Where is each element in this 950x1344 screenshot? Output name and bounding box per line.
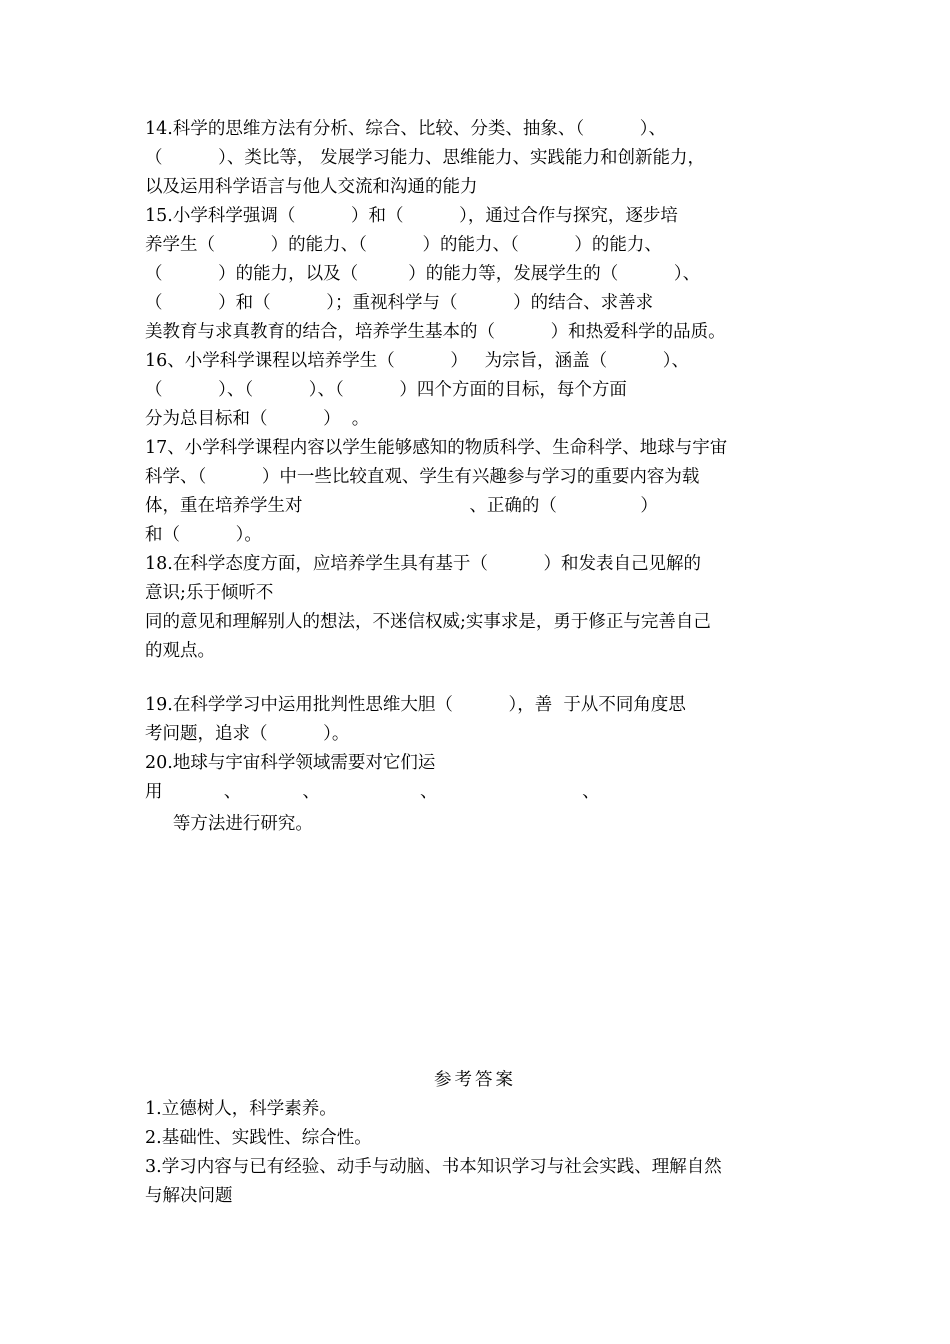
q20-line-1: 20.地球与宇宙科学领域需要对它们运 xyxy=(145,753,436,773)
q19-line-2: 考问题，追求（ ）。 xyxy=(145,724,350,744)
q14-line-3: 以及运用科学语言与他人交流和沟通的能力 xyxy=(145,177,478,197)
q15-line-5: 美教育与求真教育的结合，培养学生基本的（ ）和热爱科学的品质。 xyxy=(145,322,726,342)
answer-item-1: 1.立德树人，科学素养。 xyxy=(145,1099,337,1119)
q16-line-1: 16、小学科学课程以培养学生（ ） 为宗旨，涵盖（ ）、 xyxy=(145,351,689,371)
q18-line-1: 18.在科学态度方面，应培养学生具有基于（ ）和发表自己见解的 xyxy=(145,554,701,574)
q15-line-2: 养学生（ ）的能力、（ ）的能力、（ ）的能力、 xyxy=(145,235,662,255)
q17-line-1: 17、小学科学课程内容以学生能够感知的物质科学、生命科学、地球与宇宙 xyxy=(145,438,728,458)
q19-line-1: 19.在科学学习中运用批判性思维大胆（ ），善 于从不同角度思 xyxy=(145,695,686,715)
q20-line-2: 用 、 、 、 、 xyxy=(145,782,600,802)
q16-line-3: 分为总目标和（ ） 。 xyxy=(145,409,370,429)
q15-line-1: 15.小学科学强调（ ）和（ ），通过合作与探究，逐步培 xyxy=(145,206,678,226)
q18-line-2: 意识;乐于倾听不 xyxy=(145,583,274,603)
q14-line-1: 14.科学的思维方法有分析、综合、比较、分类、抽象、（ ）、 xyxy=(145,119,666,139)
q15-line-4: （ ）和（ ）；重视科学与（ ）的结合、求善求 xyxy=(145,293,654,313)
q18-line-4: 的观点。 xyxy=(145,641,215,661)
answer-item-3-cont: 与解决问题 xyxy=(145,1186,233,1206)
q18-line-3: 同的意见和理解别人的想法，不迷信权威;实事求是，勇于修正与完善自己 xyxy=(145,612,711,632)
q14-line-2: （ ）、类比等， 发展学习能力、思维能力、实践能力和创新能力， xyxy=(145,148,705,168)
q17-line-4: 和（ ）。 xyxy=(145,525,262,545)
q17-line-3: 体，重在培养学生对 、正确的（ ） xyxy=(145,496,658,516)
answers-title: 参考答案 xyxy=(434,1070,516,1090)
answer-item-2: 2.基础性、实践性、综合性。 xyxy=(145,1128,372,1148)
q20-line-3: 等方法进行研究。 xyxy=(145,814,313,834)
answer-item-3: 3.学习内容与已有经验、动手与动脑、书本知识学习与社会实践、理解自然 xyxy=(145,1157,722,1177)
q15-line-3: （ ）的能力，以及（ ）的能力等，发展学生的（ ）、 xyxy=(145,264,701,284)
q16-line-2: （ ）、（ ）、（ ）四个方面的目标，每个方面 xyxy=(145,380,627,400)
q17-line-2: 科学、（ ）中一些比较直观、学生有兴趣参与学习的重要内容为载 xyxy=(145,467,700,487)
